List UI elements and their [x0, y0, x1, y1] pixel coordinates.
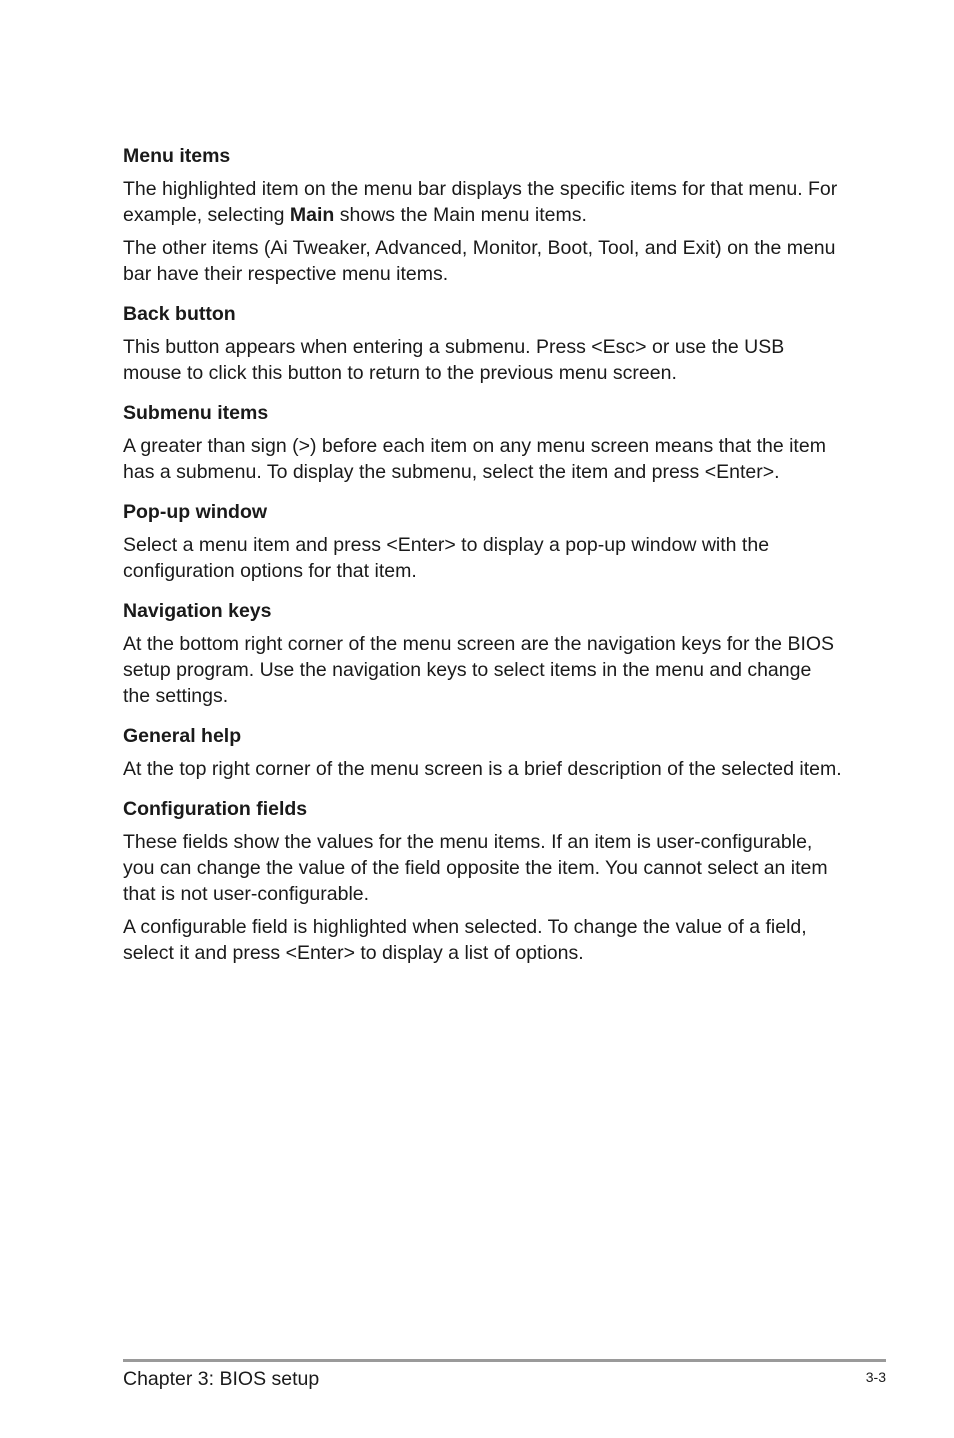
section-menu-items	[123, 143, 843, 287]
paragraph: At the bottom right corner of the menu screen are the navigation keys for the BIOS setup program. Use the navigation keys to select items in the menu and change the settings.	[123, 633, 835, 707]
paragraph-text-post: shows the Main menu items.	[334, 204, 587, 226]
paragraph: A greater than sign (>) before each item on any menu screen means that the item has a submenu. To display the submenu, select the item and press <Enter>.	[123, 435, 826, 483]
section-submenu-items	[123, 400, 843, 485]
paragraph: Select a menu item and press <Enter> to display a pop-up window with the configuration options for that item.	[123, 534, 770, 582]
section-back-button	[123, 301, 843, 386]
footer-divider	[123, 1359, 886, 1362]
paragraph: The other items (Ai Tweaker, Advanced, Monitor, Boot, Tool, and Exit) on the menu bar have their respective menu items.	[123, 237, 836, 285]
paragraph: These fields show the values for the menu items. If an item is user-configurable, you can change the value of the field opposite the item. You cannot select an item that is not user-configurable.	[123, 831, 828, 905]
paragraph: This button appears when entering a submenu. Press <Esc> or use the USB mouse to click this button to return to the previous menu screen.	[123, 336, 785, 384]
paragraph	[123, 176, 843, 228]
footer-chapter-title: Chapter 3: BIOS setup	[123, 1368, 320, 1390]
paragraph: A configurable field is highlighted when selected. To change the value of a field, select it and press <Enter> to display a list of options.	[123, 916, 807, 964]
section-heading: Pop-up window	[123, 501, 268, 523]
paragraph: At the top right corner of the menu screen is a brief description of the selected item.	[123, 758, 842, 780]
section-heading: Submenu items	[123, 402, 269, 424]
section-heading: Menu items	[123, 145, 231, 167]
section-heading: General help	[123, 725, 242, 747]
section-heading: Navigation keys	[123, 600, 272, 622]
document-body	[123, 143, 843, 973]
section-heading: Configuration fields	[123, 798, 308, 820]
section-navigation-keys	[123, 598, 843, 709]
page-number: 3-3	[865, 1369, 886, 1385]
section-heading: Back button	[123, 303, 236, 325]
bold-term: Main	[289, 204, 335, 226]
section-configuration-fields	[123, 796, 843, 966]
section-general-help	[123, 723, 843, 782]
section-popup-window	[123, 499, 843, 584]
paragraph-text-pre: The highlighted item on the menu bar displays the specific items for that menu. For example, selecting	[123, 178, 838, 226]
